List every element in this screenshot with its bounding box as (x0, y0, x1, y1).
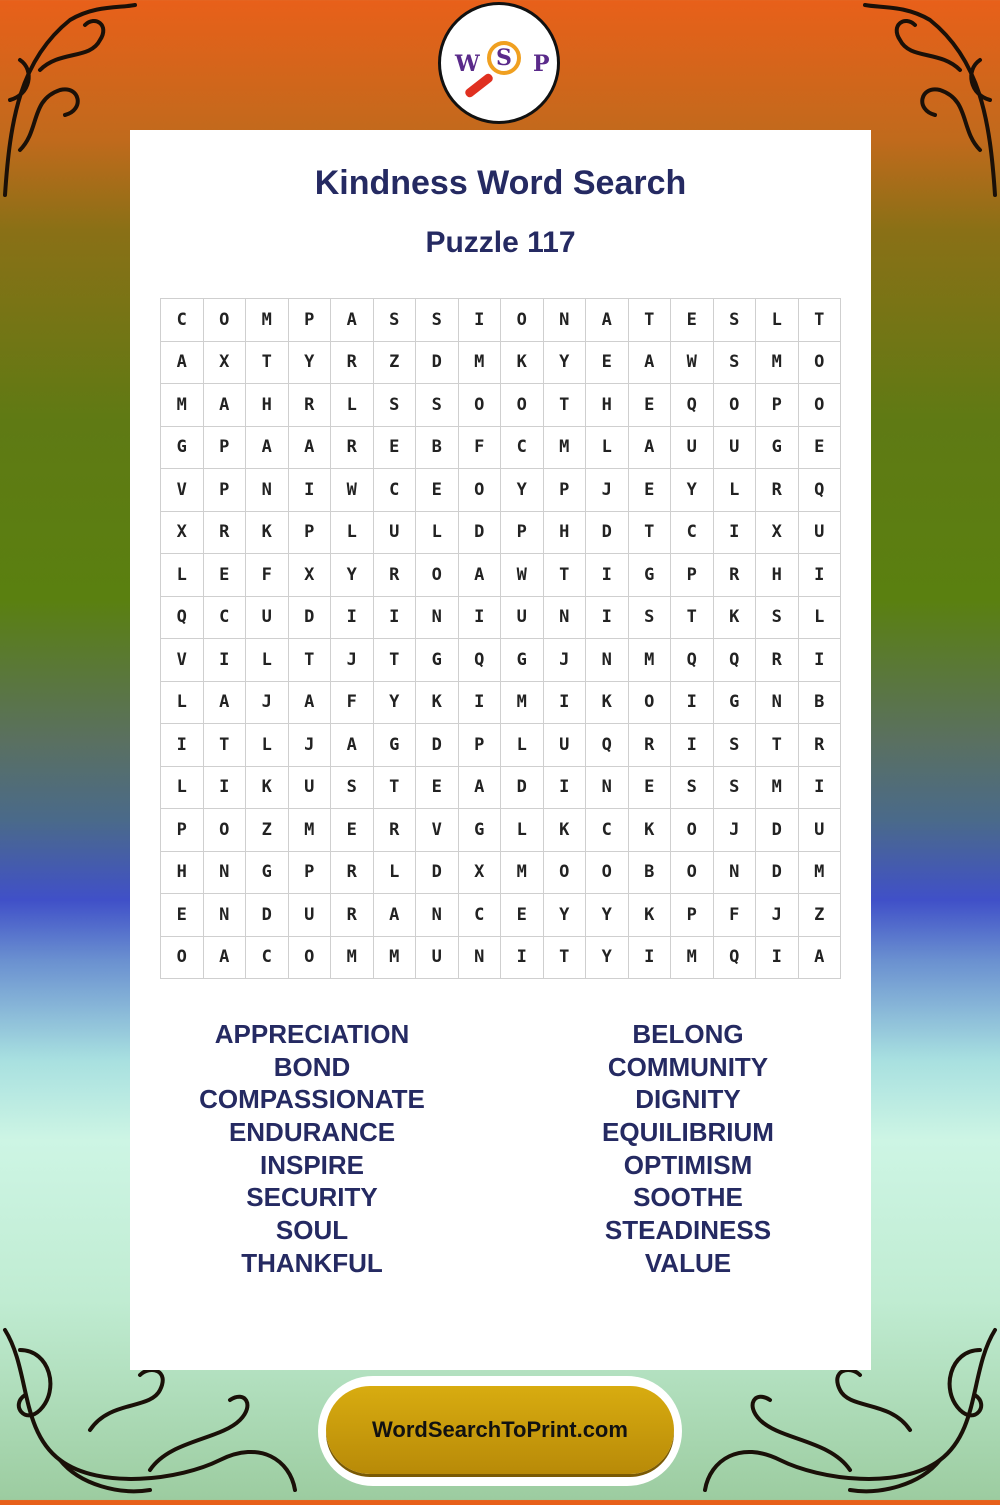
word-list-left (162, 1018, 462, 1280)
grid-cell[interactable]: E (331, 809, 374, 852)
grid-cell[interactable]: Q (161, 597, 204, 640)
grid-cell[interactable]: K (629, 809, 672, 852)
grid-cell[interactable]: D (586, 512, 629, 555)
grid-cell[interactable]: D (756, 852, 799, 895)
grid-cell[interactable]: M (501, 852, 544, 895)
grid-cell[interactable]: O (799, 342, 842, 385)
word-item: VALUE (644, 1247, 732, 1278)
grid-cell[interactable]: G (629, 554, 672, 597)
grid-cell[interactable]: I (714, 512, 757, 555)
grid-cell[interactable]: E (161, 894, 204, 937)
grid-cell[interactable]: A (289, 427, 332, 470)
grid-cell[interactable]: T (204, 724, 247, 767)
grid-cell[interactable]: I (459, 682, 502, 725)
grid-cell[interactable]: L (756, 299, 799, 342)
grid-cell[interactable]: A (204, 682, 247, 725)
grid-cell[interactable]: P (756, 384, 799, 427)
grid-cell[interactable]: M (331, 937, 374, 980)
grid-cell[interactable]: U (714, 427, 757, 470)
grid-cell[interactable]: A (629, 427, 672, 470)
grid-cell[interactable]: D (416, 342, 459, 385)
grid-cell[interactable]: G (501, 639, 544, 682)
grid-cell[interactable]: I (204, 639, 247, 682)
grid-cell[interactable]: M (161, 384, 204, 427)
grid-cell[interactable]: O (671, 852, 714, 895)
grid-cell[interactable]: N (246, 469, 289, 512)
grid-cell[interactable]: R (374, 809, 417, 852)
grid-cell[interactable]: U (671, 427, 714, 470)
grid-cell[interactable]: N (756, 682, 799, 725)
grid-cell[interactable]: C (161, 299, 204, 342)
grid-cell[interactable]: R (756, 469, 799, 512)
grid-cell[interactable]: G (246, 852, 289, 895)
grid-cell[interactable]: I (799, 554, 842, 597)
grid-cell[interactable]: J (544, 639, 587, 682)
grid-cell[interactable]: Q (586, 724, 629, 767)
grid-cell[interactable]: I (459, 597, 502, 640)
grid-cell[interactable]: M (756, 767, 799, 810)
puzzle-card (130, 130, 871, 1370)
grid-cell[interactable]: U (246, 597, 289, 640)
grid-cell[interactable]: B (799, 682, 842, 725)
logo-letter-p: P (533, 51, 550, 77)
grid-cell[interactable]: I (331, 597, 374, 640)
grid-cell[interactable]: I (544, 682, 587, 725)
grid-cell[interactable]: U (416, 937, 459, 980)
grid-cell[interactable]: B (416, 427, 459, 470)
grid-cell[interactable]: M (671, 937, 714, 980)
grid-cell[interactable]: E (799, 427, 842, 470)
grid-cell[interactable]: D (289, 597, 332, 640)
grid-cell[interactable]: R (629, 724, 672, 767)
grid-cell[interactable]: O (544, 852, 587, 895)
grid-cell[interactable]: N (544, 597, 587, 640)
grid-cell[interactable]: H (756, 554, 799, 597)
grid-cell[interactable]: E (416, 767, 459, 810)
grid-cell[interactable]: S (629, 597, 672, 640)
grid-cell[interactable]: R (374, 554, 417, 597)
grid-cell[interactable]: C (374, 469, 417, 512)
grid-cell[interactable]: X (289, 554, 332, 597)
grid-cell[interactable]: J (714, 809, 757, 852)
grid-cell[interactable]: D (416, 724, 459, 767)
grid-cell[interactable]: H (161, 852, 204, 895)
grid-cell[interactable]: C (671, 512, 714, 555)
grid-cell[interactable]: Y (586, 937, 629, 980)
grid-cell[interactable]: K (416, 682, 459, 725)
page-title: Kindness Word Search (314, 164, 687, 202)
grid-cell[interactable]: V (161, 469, 204, 512)
grid-cell[interactable]: A (459, 767, 502, 810)
grid-cell[interactable]: Y (374, 682, 417, 725)
word-item: EQUILIBRIUM (602, 1117, 774, 1148)
grid-cell[interactable]: G (714, 682, 757, 725)
grid-cell[interactable]: L (799, 597, 842, 640)
grid-cell[interactable]: M (756, 342, 799, 385)
grid-cell[interactable]: T (374, 767, 417, 810)
grid-cell[interactable]: N (204, 894, 247, 937)
grid-cell[interactable]: C (246, 937, 289, 980)
grid-cell[interactable]: O (459, 469, 502, 512)
grid-cell[interactable]: J (756, 894, 799, 937)
grid-cell[interactable]: K (586, 682, 629, 725)
grid-cell[interactable]: C (459, 894, 502, 937)
grid-cell[interactable]: Q (799, 469, 842, 512)
corner-ornament-top-left (0, 0, 140, 200)
grid-cell[interactable]: L (416, 512, 459, 555)
grid-cell[interactable]: L (331, 512, 374, 555)
word-item: COMMUNITY (607, 1051, 769, 1082)
grid-cell[interactable]: E (629, 384, 672, 427)
grid-cell[interactable]: M (459, 342, 502, 385)
grid-cell[interactable]: L (374, 852, 417, 895)
grid-cell[interactable]: R (714, 554, 757, 597)
grid-cell[interactable]: D (416, 852, 459, 895)
grid-cell[interactable]: U (799, 809, 842, 852)
grid-cell[interactable]: L (586, 427, 629, 470)
grid-cell[interactable]: O (586, 852, 629, 895)
grid-cell[interactable]: A (586, 299, 629, 342)
letter-grid (160, 298, 841, 979)
grid-cell[interactable]: Y (671, 469, 714, 512)
grid-cell[interactable]: A (204, 937, 247, 980)
grid-cell[interactable]: S (416, 299, 459, 342)
grid-cell[interactable]: Z (246, 809, 289, 852)
grid-cell[interactable]: U (544, 724, 587, 767)
word-item: STEADINESS (604, 1215, 772, 1246)
grid-cell[interactable]: F (246, 554, 289, 597)
grid-cell[interactable]: E (501, 894, 544, 937)
site-link-button[interactable] (318, 1376, 682, 1486)
word-item: APPRECIATION (214, 1019, 410, 1049)
grid-cell[interactable]: L (161, 554, 204, 597)
grid-cell[interactable]: E (586, 342, 629, 385)
grid-cell[interactable]: R (756, 639, 799, 682)
grid-cell[interactable]: S (714, 767, 757, 810)
grid-cell[interactable]: N (204, 852, 247, 895)
grid-cell[interactable]: S (714, 342, 757, 385)
grid-cell[interactable]: S (714, 299, 757, 342)
grid-cell[interactable]: K (501, 342, 544, 385)
grid-cell[interactable]: P (289, 299, 332, 342)
grid-cell[interactable]: P (204, 427, 247, 470)
grid-cell[interactable]: O (671, 809, 714, 852)
grid-cell[interactable]: E (374, 427, 417, 470)
grid-cell[interactable]: U (289, 767, 332, 810)
grid-cell[interactable]: O (459, 384, 502, 427)
grid-cell[interactable]: T (374, 639, 417, 682)
grid-cell[interactable]: M (629, 639, 672, 682)
grid-cell[interactable]: T (629, 299, 672, 342)
word-list-right (538, 1018, 838, 1280)
grid-cell[interactable]: N (586, 767, 629, 810)
word-item: BOND (273, 1051, 351, 1082)
grid-cell[interactable]: J (289, 724, 332, 767)
puzzle-number: Puzzle 117 (425, 226, 576, 259)
grid-cell[interactable]: G (756, 427, 799, 470)
grid-cell[interactable]: E (416, 469, 459, 512)
grid-cell[interactable]: A (331, 724, 374, 767)
grid-cell[interactable]: A (459, 554, 502, 597)
grid-cell[interactable]: L (501, 724, 544, 767)
grid-cell[interactable]: H (246, 384, 289, 427)
grid-cell[interactable]: L (161, 682, 204, 725)
grid-cell[interactable]: L (246, 724, 289, 767)
grid-cell[interactable]: P (204, 469, 247, 512)
grid-cell[interactable]: F (714, 894, 757, 937)
grid-cell[interactable]: Y (289, 342, 332, 385)
grid-cell[interactable]: G (374, 724, 417, 767)
grid-cell[interactable]: L (246, 639, 289, 682)
word-item: INSPIRE (259, 1149, 365, 1180)
grid-cell[interactable]: H (544, 512, 587, 555)
grid-cell[interactable]: L (714, 469, 757, 512)
grid-cell[interactable]: N (544, 299, 587, 342)
site-logo[interactable] (438, 2, 560, 124)
grid-cell[interactable]: E (629, 469, 672, 512)
grid-cell[interactable]: R (204, 512, 247, 555)
grid-cell[interactable]: S (416, 384, 459, 427)
grid-cell[interactable]: P (501, 512, 544, 555)
grid-cell[interactable]: A (161, 342, 204, 385)
grid-cell[interactable]: I (799, 767, 842, 810)
grid-cell[interactable]: G (161, 427, 204, 470)
grid-cell[interactable]: L (161, 767, 204, 810)
grid-cell[interactable]: I (204, 767, 247, 810)
grid-cell[interactable]: J (586, 469, 629, 512)
grid-cell[interactable]: Z (374, 342, 417, 385)
grid-cell[interactable]: Q (671, 639, 714, 682)
grid-cell[interactable]: O (161, 937, 204, 980)
grid-cell[interactable]: O (629, 682, 672, 725)
grid-cell[interactable]: W (671, 342, 714, 385)
grid-cell[interactable]: V (416, 809, 459, 852)
grid-cell[interactable]: E (671, 299, 714, 342)
grid-cell[interactable]: M (289, 809, 332, 852)
grid-cell[interactable]: B (629, 852, 672, 895)
grid-cell[interactable]: T (629, 512, 672, 555)
grid-cell[interactable]: O (501, 384, 544, 427)
grid-cell[interactable]: S (671, 767, 714, 810)
grid-cell[interactable]: O (204, 809, 247, 852)
grid-cell[interactable]: Z (799, 894, 842, 937)
grid-cell[interactable]: X (756, 512, 799, 555)
grid-cell[interactable]: K (629, 894, 672, 937)
grid-cell[interactable]: R (331, 852, 374, 895)
grid-cell[interactable]: N (586, 639, 629, 682)
grid-cell[interactable]: E (629, 767, 672, 810)
grid-cell[interactable]: T (671, 597, 714, 640)
magnifier-icon (487, 41, 521, 75)
grid-cell[interactable]: I (756, 937, 799, 980)
grid-cell[interactable]: X (204, 342, 247, 385)
grid-cell[interactable]: N (416, 597, 459, 640)
grid-cell[interactable]: N (416, 894, 459, 937)
grid-cell[interactable]: O (714, 384, 757, 427)
grid-cell[interactable]: N (459, 937, 502, 980)
grid-cell[interactable]: D (459, 512, 502, 555)
grid-cell[interactable]: T (799, 299, 842, 342)
grid-cell[interactable]: E (204, 554, 247, 597)
grid-cell[interactable]: O (204, 299, 247, 342)
grid-cell[interactable]: I (289, 469, 332, 512)
word-item: OPTIMISM (623, 1149, 753, 1180)
grid-cell[interactable]: A (374, 894, 417, 937)
word-item: DIGNITY (635, 1084, 741, 1115)
grid-cell[interactable]: U (374, 512, 417, 555)
grid-cell[interactable]: T (756, 724, 799, 767)
grid-cell[interactable]: G (459, 809, 502, 852)
grid-cell[interactable]: Y (544, 894, 587, 937)
word-item: COMPASSIONATE (199, 1084, 425, 1115)
grid-cell[interactable]: D (246, 894, 289, 937)
grid-cell[interactable]: P (289, 852, 332, 895)
grid-cell[interactable]: O (799, 384, 842, 427)
grid-cell[interactable]: S (374, 384, 417, 427)
grid-cell[interactable]: P (459, 724, 502, 767)
grid-cell[interactable]: F (331, 682, 374, 725)
grid-cell[interactable]: Q (459, 639, 502, 682)
grid-cell[interactable]: R (289, 384, 332, 427)
grid-cell[interactable]: L (331, 384, 374, 427)
grid-cell[interactable]: W (501, 554, 544, 597)
grid-cell[interactable]: Y (501, 469, 544, 512)
grid-cell[interactable]: R (331, 342, 374, 385)
grid-cell[interactable]: I (459, 299, 502, 342)
grid-cell[interactable]: A (629, 342, 672, 385)
grid-cell[interactable]: I (671, 682, 714, 725)
grid-cell[interactable]: M (374, 937, 417, 980)
grid-cell[interactable]: Q (714, 937, 757, 980)
grid-cell[interactable]: Y (544, 342, 587, 385)
grid-cell[interactable]: F (459, 427, 502, 470)
grid-cell[interactable]: K (714, 597, 757, 640)
grid-cell[interactable]: X (161, 512, 204, 555)
grid-cell[interactable]: H (586, 384, 629, 427)
grid-cell[interactable]: K (544, 809, 587, 852)
grid-cell[interactable]: X (459, 852, 502, 895)
grid-cell[interactable]: C (501, 427, 544, 470)
grid-cell[interactable]: A (289, 682, 332, 725)
word-item: BELONG (632, 1019, 744, 1049)
grid-cell[interactable]: A (799, 937, 842, 980)
grid-cell[interactable]: T (544, 384, 587, 427)
grid-cell[interactable]: I (501, 937, 544, 980)
grid-cell[interactable]: P (671, 554, 714, 597)
grid-cell[interactable]: M (799, 852, 842, 895)
grid-cell[interactable]: S (331, 767, 374, 810)
grid-cell[interactable]: D (756, 809, 799, 852)
grid-cell[interactable]: T (289, 639, 332, 682)
grid-cell[interactable]: K (246, 767, 289, 810)
grid-cell[interactable]: A (246, 427, 289, 470)
grid-cell[interactable]: N (714, 852, 757, 895)
grid-cell[interactable]: I (544, 767, 587, 810)
grid-cell[interactable]: Q (714, 639, 757, 682)
grid-cell[interactable]: T (544, 937, 587, 980)
word-item: SOUL (275, 1215, 349, 1246)
grid-cell[interactable]: A (331, 299, 374, 342)
grid-cell[interactable]: S (714, 724, 757, 767)
grid-cell[interactable]: M (544, 427, 587, 470)
grid-cell[interactable]: P (161, 809, 204, 852)
grid-cell[interactable]: D (501, 767, 544, 810)
corner-ornament-top-right (860, 0, 1000, 200)
grid-cell[interactable]: V (161, 639, 204, 682)
word-item: ENDURANCE (228, 1117, 396, 1148)
grid-cell[interactable]: I (374, 597, 417, 640)
grid-cell[interactable]: R (331, 894, 374, 937)
word-item: SOOTHE (633, 1182, 743, 1213)
grid-cell[interactable]: Y (331, 554, 374, 597)
grid-cell[interactable]: I (586, 554, 629, 597)
logo-letter-s: S (496, 45, 512, 71)
grid-cell[interactable]: M (246, 299, 289, 342)
grid-cell[interactable]: J (246, 682, 289, 725)
grid-cell[interactable]: P (544, 469, 587, 512)
grid-cell[interactable]: R (331, 427, 374, 470)
site-link-label: WordSearchToPrint.com (326, 1386, 674, 1474)
grid-cell[interactable]: U (799, 512, 842, 555)
grid-cell[interactable]: I (629, 937, 672, 980)
grid-cell[interactable]: S (756, 597, 799, 640)
grid-cell[interactable]: Q (671, 384, 714, 427)
grid-cell[interactable]: K (246, 512, 289, 555)
grid-cell[interactable]: Y (586, 894, 629, 937)
logo-letter-w: W (455, 51, 480, 77)
grid-cell[interactable]: C (586, 809, 629, 852)
grid-cell[interactable]: P (671, 894, 714, 937)
grid-cell[interactable]: I (586, 597, 629, 640)
grid-cell[interactable]: M (501, 682, 544, 725)
grid-cell[interactable]: S (374, 299, 417, 342)
grid-cell[interactable]: L (501, 809, 544, 852)
grid-cell[interactable]: I (671, 724, 714, 767)
grid-cell[interactable]: I (799, 639, 842, 682)
word-item: THANKFUL (241, 1247, 383, 1278)
grid-cell[interactable]: O (501, 299, 544, 342)
grid-cell[interactable]: O (289, 937, 332, 980)
grid-cell[interactable]: T (246, 342, 289, 385)
grid-cell[interactable]: J (331, 639, 374, 682)
grid-cell[interactable]: W (331, 469, 374, 512)
grid-cell[interactable]: U (501, 597, 544, 640)
grid-cell[interactable]: U (289, 894, 332, 937)
grid-cell[interactable]: I (161, 724, 204, 767)
grid-cell[interactable]: A (204, 384, 247, 427)
grid-cell[interactable]: R (799, 724, 842, 767)
grid-cell[interactable]: O (416, 554, 459, 597)
grid-cell[interactable]: G (416, 639, 459, 682)
grid-cell[interactable]: P (289, 512, 332, 555)
word-item: SECURITY (246, 1182, 378, 1213)
grid-cell[interactable]: C (204, 597, 247, 640)
grid-cell[interactable]: T (544, 554, 587, 597)
